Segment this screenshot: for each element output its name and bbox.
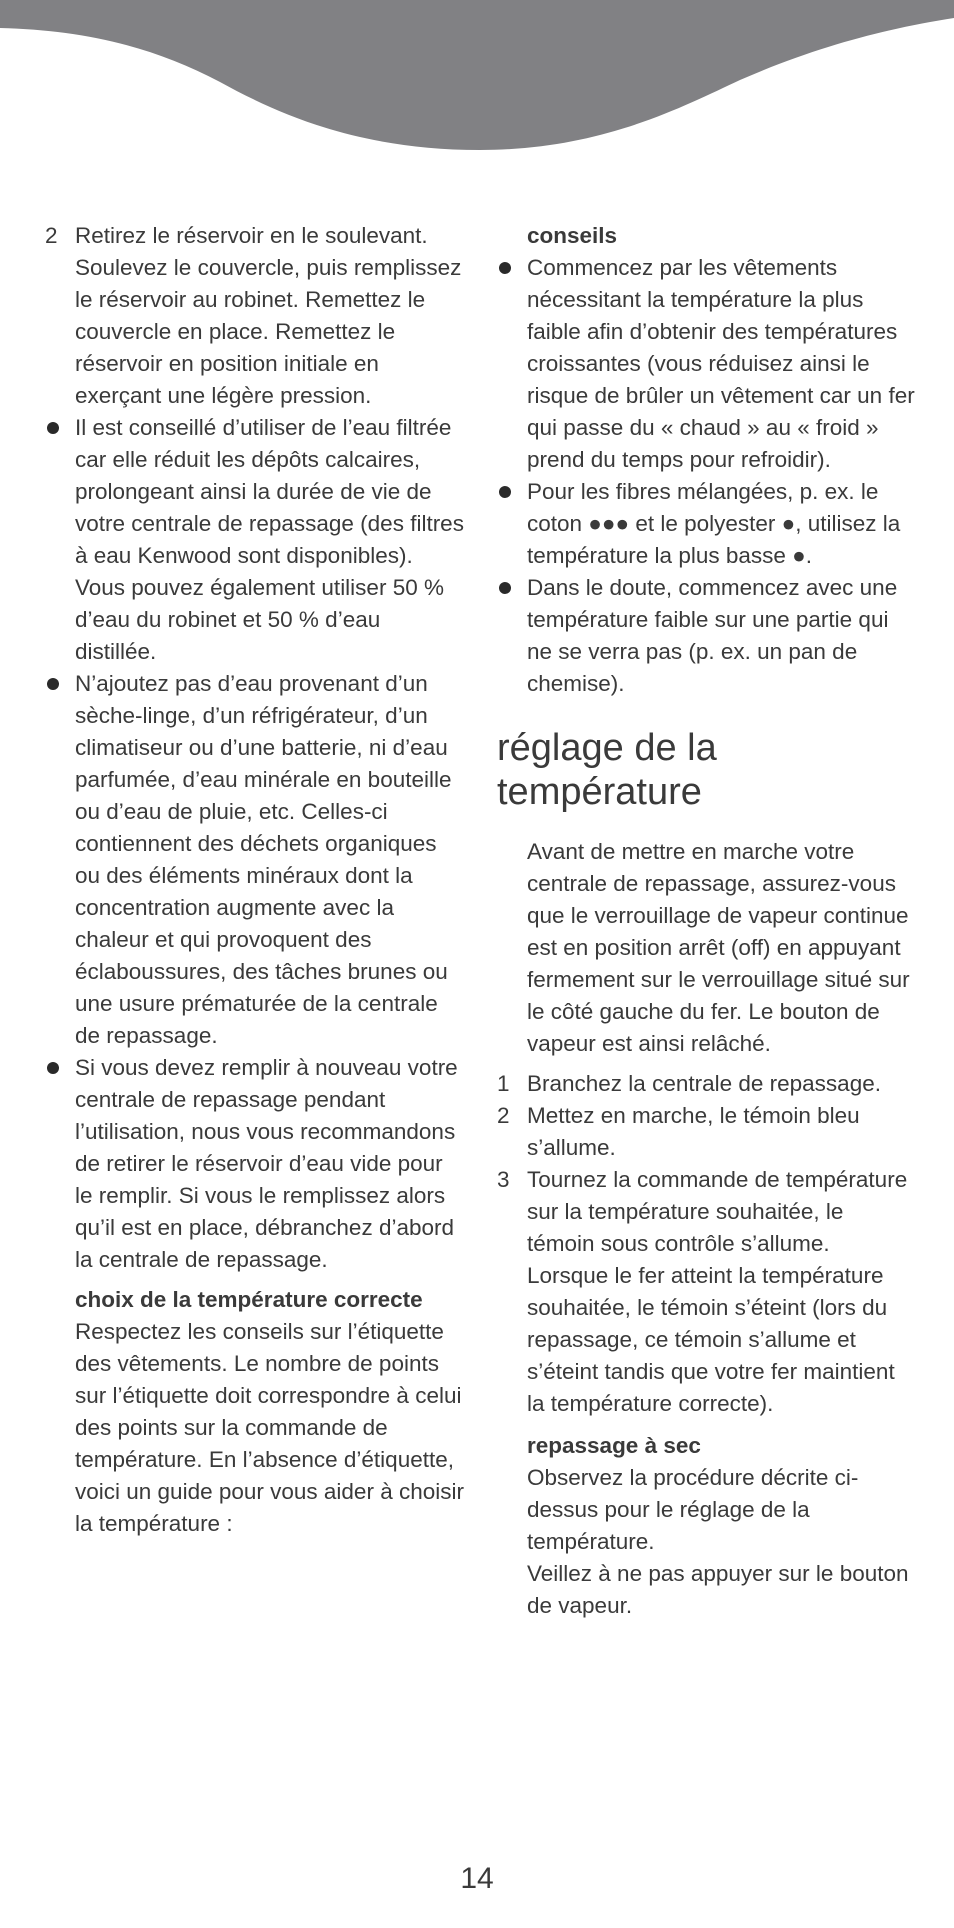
conseil-item <box>497 252 917 476</box>
step-3 <box>497 1164 917 1420</box>
step-2 <box>497 1100 917 1164</box>
sec-text-1: Observez la procédure décrite ci-dessus pour le réglage de la température. <box>527 1465 859 1554</box>
conseil-item <box>497 476 917 572</box>
step-number: 2 <box>45 223 58 248</box>
step-number: 3 <box>497 1167 510 1192</box>
step-1 <box>497 1068 917 1100</box>
step-number: 1 <box>497 1071 510 1096</box>
step-text: Mettez en marche, le témoin bleu s’allume. <box>527 1103 860 1160</box>
header-wave-decoration <box>0 0 954 160</box>
left-column <box>45 220 465 1540</box>
intro-text: Avant de mettre en marche votre centrale de repassage, assurez-vous que le verrouillage de vapeur continue est en position arrêt (off) en appuyant fermement sur le verrouillage situé sur le côté gauche du fer. Le bouton de vapeur est ainsi relâché. <box>527 839 910 1056</box>
bullet-item <box>45 668 465 1052</box>
bullet-text: Il est conseillé d’utiliser de l’eau filtrée car elle réduit les dépôts calcaires, prolongeant ainsi la durée de vie de votre centrale de repassage (des filtres à eau Kenwood sont disponibles). Vous pouvez également utiliser 50 % d’eau du robinet et 50 % d’eau distillée. <box>75 415 464 664</box>
step-2 <box>45 220 465 412</box>
header-wave-shape <box>0 0 954 150</box>
right-column <box>497 220 917 1622</box>
sec-heading: repassage à sec <box>527 1433 701 1458</box>
choix-heading: choix de la température correcte <box>75 1287 423 1312</box>
conseils-heading: conseils <box>527 223 618 248</box>
section-title: réglage de la température <box>497 727 717 813</box>
conseil-text: Commencez par les vêtements nécessitant la température la plus faible afin d’obtenir des températures croissantes (vous réduisez ainsi le risque de brûler un vêtement car un fer qui passe du « chaud » au « froid » prend du temps pour refroidir). <box>527 255 915 472</box>
sec-text-2: Veillez à ne pas appuyer sur le bouton de vapeur. <box>527 1561 909 1618</box>
step-text: Retirez le réservoir en le soulevant. Soulevez le couvercle, puis remplissez le réservoir au robinet. Remettez le couvercle en place. Remettez le réservoir en position initiale en exerçant une légère pression. <box>75 223 462 408</box>
conseil-text: Dans le doute, commencez avec une température faible sur une partie qui ne se verra pas (p. ex. un pan de chemise). <box>527 575 898 696</box>
step-number: 2 <box>497 1103 510 1128</box>
page-number: 14 <box>460 1862 494 1895</box>
bullet-item <box>45 412 465 668</box>
bullet-item <box>45 1052 465 1276</box>
bullet-text: Si vous devez remplir à nouveau votre centrale de repassage pendant l’utilisation, nous vous recommandons de retirer le réservoir d’eau vide pour le remplir. Si vous le remplissez alors qu’il est en place, débranchez d’abord la centrale de repassage. <box>75 1055 458 1272</box>
conseil-item <box>497 572 917 700</box>
step-text: Branchez la centrale de repassage. <box>527 1071 881 1096</box>
conseil-text: Pour les fibres mélangées, p. ex. le coton ●●● et le polyester ●, utilisez la température la plus basse ●. <box>527 479 901 568</box>
bullet-text: N’ajoutez pas d’eau provenant d’un sèche-linge, d’un réfrigérateur, d’un climatiseur ou d’une batterie, ni d’eau parfumée, d’eau minérale en bouteille ou d’eau de pluie, etc. Celles-ci contiennent des déchets organiques ou des éléments minéraux dont la concentration augmente avec la chaleur et qui provoquent des éclaboussures, des tâches brunes ou une usure prématurée de la centrale de repassage. <box>75 671 452 1048</box>
choix-text: Respectez les conseils sur l’étiquette des vêtements. Le nombre de points sur l’étiquette doit correspondre à celui des points sur la commande de température. En l’absence d’étiquette, voici un guide pour vous aider à choisir la température : <box>75 1319 464 1536</box>
step-text: Tournez la commande de température sur la température souhaitée, le témoin sous contrôle s’allume. Lorsque le fer atteint la température souhaitée, le témoin s’éteint (lors du repassage, ce témoin s’allume et s’éteint tandis que votre fer maintient la température correcte). <box>527 1167 908 1416</box>
